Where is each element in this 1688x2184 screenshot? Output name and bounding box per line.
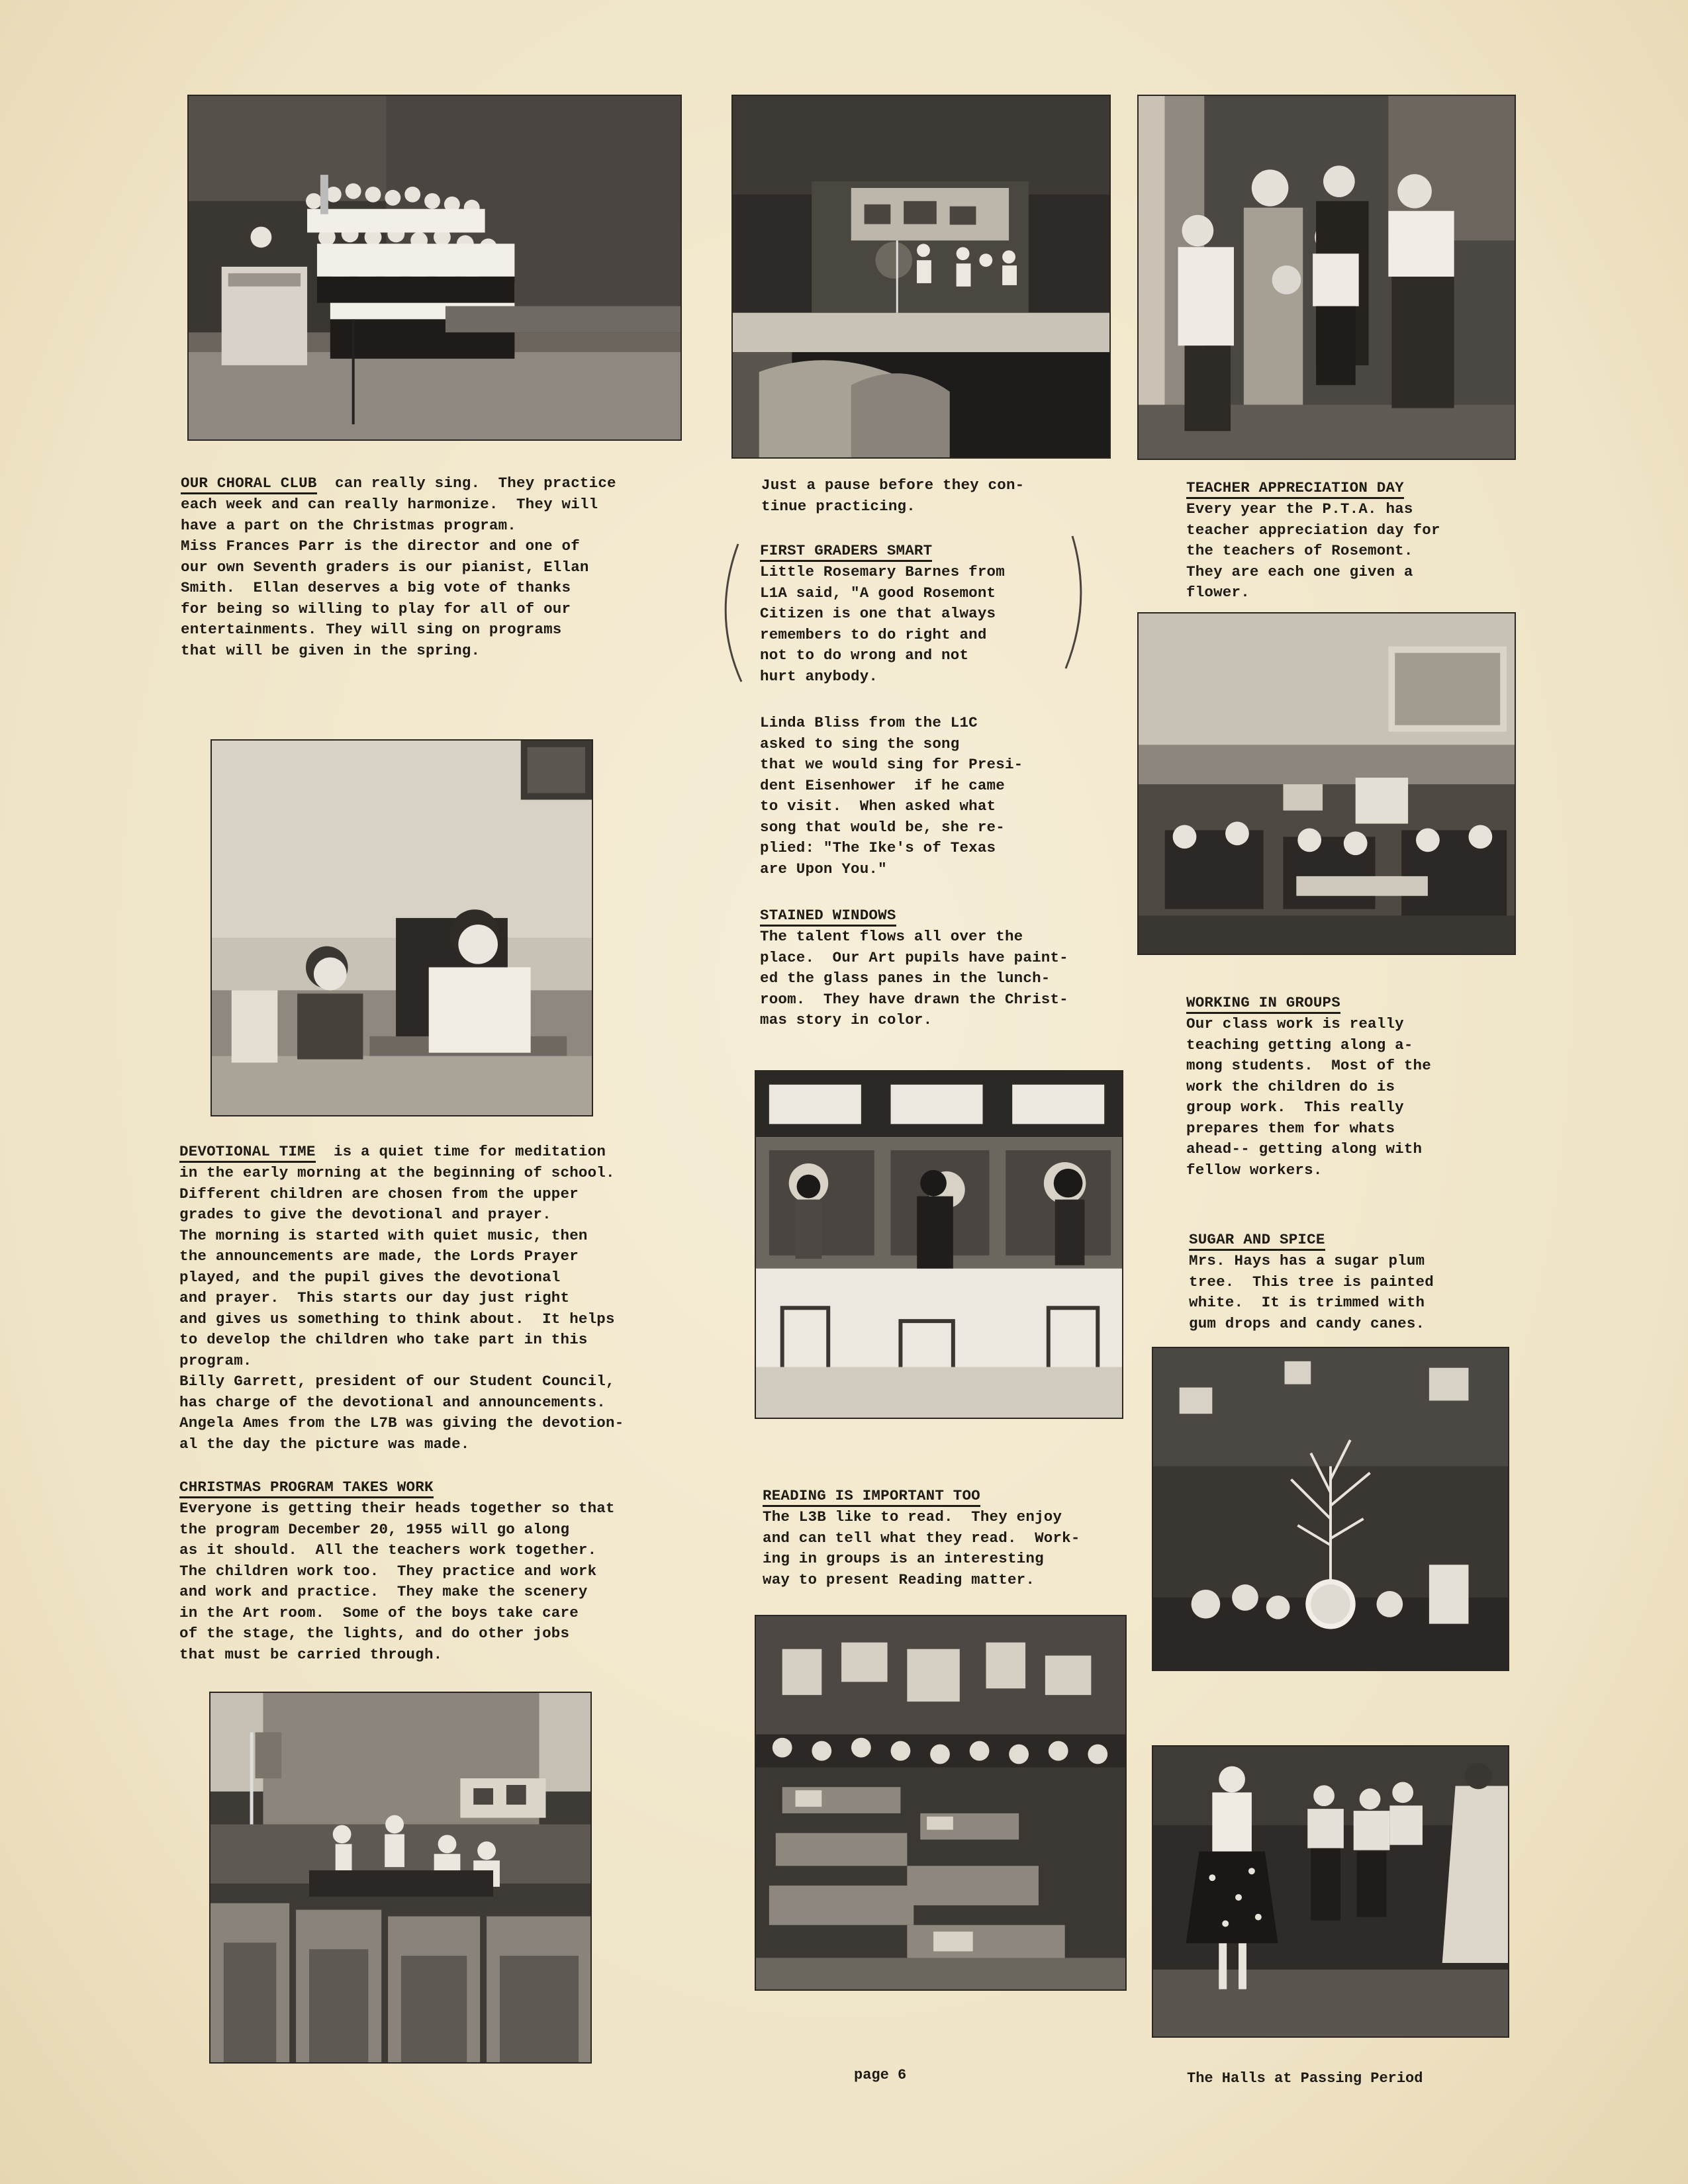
- devotional-body: in the early morning at the beginning of school. Different children are chosen from the upper grades to give the devotional and prayer. The morning is started with quiet music, then the announcements are made, the Lords Prayer played, and the pupil gives the devotional and prayer. This starts our day just right and gives us something to think about. It helps to develop the children who take part in this program. Billy Garrett, president of our Student Council, has charge of the devotional and announcements. Angela Ames from the L7B was giving the devotion- al the day the picture was made.: [179, 1164, 624, 1453]
- reading-body: The L3B like to read. They enjoy and can tell what they read. Work- ing in groups is an interesting way to present Reading matter.: [763, 1508, 1080, 1588]
- linda-bliss-article: [760, 713, 1104, 880]
- footer-photo-caption: The Halls at Passing Period: [1187, 2070, 1423, 2087]
- pause-caption: [761, 475, 1105, 517]
- working-in-groups-body: Our class work is really teaching getting along a- mong students. Most of the work the children do is group work. This really prepares them for whats ahead-- getting along with fellow workers.: [1186, 1015, 1431, 1179]
- choral-club-headline: OUR CHORAL CLUB: [181, 474, 317, 494]
- devotional-lead: is a quiet time for meditation: [315, 1143, 606, 1160]
- stained-windows-article: [760, 905, 1111, 1031]
- halls-passing-period-photo: [1152, 1745, 1509, 2038]
- first-graders-body: Little Rosemary Barnes from L1A said, "A good Rosemont Citizen is one that always remembers to do right and not to do wrong and not hurt anybody.: [760, 563, 1005, 685]
- devotional-headline: DEVOTIONAL TIME: [179, 1142, 316, 1163]
- sugar-and-spice-headline: SUGAR AND SPICE: [1189, 1230, 1325, 1251]
- teacher-appreciation-headline: TEACHER APPRECIATION DAY: [1186, 478, 1404, 499]
- reading-headline: READING IS IMPORTANT TOO: [763, 1486, 980, 1507]
- sugar-and-spice-body: Mrs. Hays has a sugar plum tree. This tree is painted white. It is trimmed with gum drops and candy canes.: [1189, 1252, 1434, 1332]
- christmas-program-article: [179, 1477, 709, 1665]
- sugar-plum-tree-photo: [1152, 1347, 1509, 1671]
- pause-caption-body: Just a pause before they con- tinue practicing.: [761, 477, 1025, 515]
- reading-classroom-photo: [755, 1615, 1127, 1991]
- choral-club-lead: can really sing. They practice: [316, 475, 616, 492]
- teacher-appreciation-photo: [1137, 95, 1516, 460]
- teacher-appreciation-body: Every year the P.T.A. has teacher appreciation day for the teachers of Rosemont. They are each one given a flower.: [1186, 500, 1440, 601]
- teacher-appreciation-article: [1186, 478, 1511, 604]
- christmas-program-photo: [209, 1692, 592, 2064]
- sugar-and-spice-article: [1189, 1230, 1507, 1334]
- working-in-groups-photo: [1137, 612, 1516, 955]
- choral-club-article: [181, 473, 697, 661]
- devotional-photo: [211, 739, 593, 1116]
- linda-bliss-body: Linda Bliss from the L1C asked to sing the song that we would sing for Presi- dent Eisenhower if he came to visit. When asked what song that would be, she re- plied: "The Ike's of Texas are Upon You.": [760, 714, 1023, 878]
- stained-windows-body: The talent flows all over the place. Our Art pupils have paint- ed the glass panes in the lunch- room. They have drawn the Christ- mas story in color.: [760, 928, 1068, 1028]
- reading-article: [763, 1486, 1147, 1590]
- working-in-groups-headline: WORKING IN GROUPS: [1186, 993, 1340, 1014]
- stained-windows-photo: [755, 1070, 1123, 1419]
- hand-drawn-bracket: [705, 529, 1102, 695]
- devotional-article: [179, 1142, 709, 1455]
- choral-club-photo: [187, 95, 682, 441]
- working-in-groups-article: [1186, 993, 1511, 1181]
- christmas-program-body: Everyone is getting their heads together so that the program December 20, 1955 will go along as it should. All the teachers work together. The children work too. They practice and work and work and practice. They make the scenery in the Art room. Some of the boys take care of the stage, the lights, and do other jobs that must be carried through.: [179, 1500, 615, 1663]
- first-graders-headline: FIRST GRADERS SMART: [760, 541, 932, 562]
- page-number: page 6: [854, 2067, 907, 2083]
- stage-practice-photo: [731, 95, 1111, 459]
- christmas-program-headline: CHRISTMAS PROGRAM TAKES WORK: [179, 1478, 434, 1498]
- choral-club-body: each week and can really harmonize. They will have a part on the Christmas program. Miss Frances Parr is the director and one of our own Seventh graders is our pianist, Ellan Smith. Ellan deserves a big vote of thanks for being so willing to play for all of our entertainments. They will sing on programs that will be given in the spring.: [181, 496, 598, 659]
- stained-windows-headline: STAINED WINDOWS: [760, 906, 896, 927]
